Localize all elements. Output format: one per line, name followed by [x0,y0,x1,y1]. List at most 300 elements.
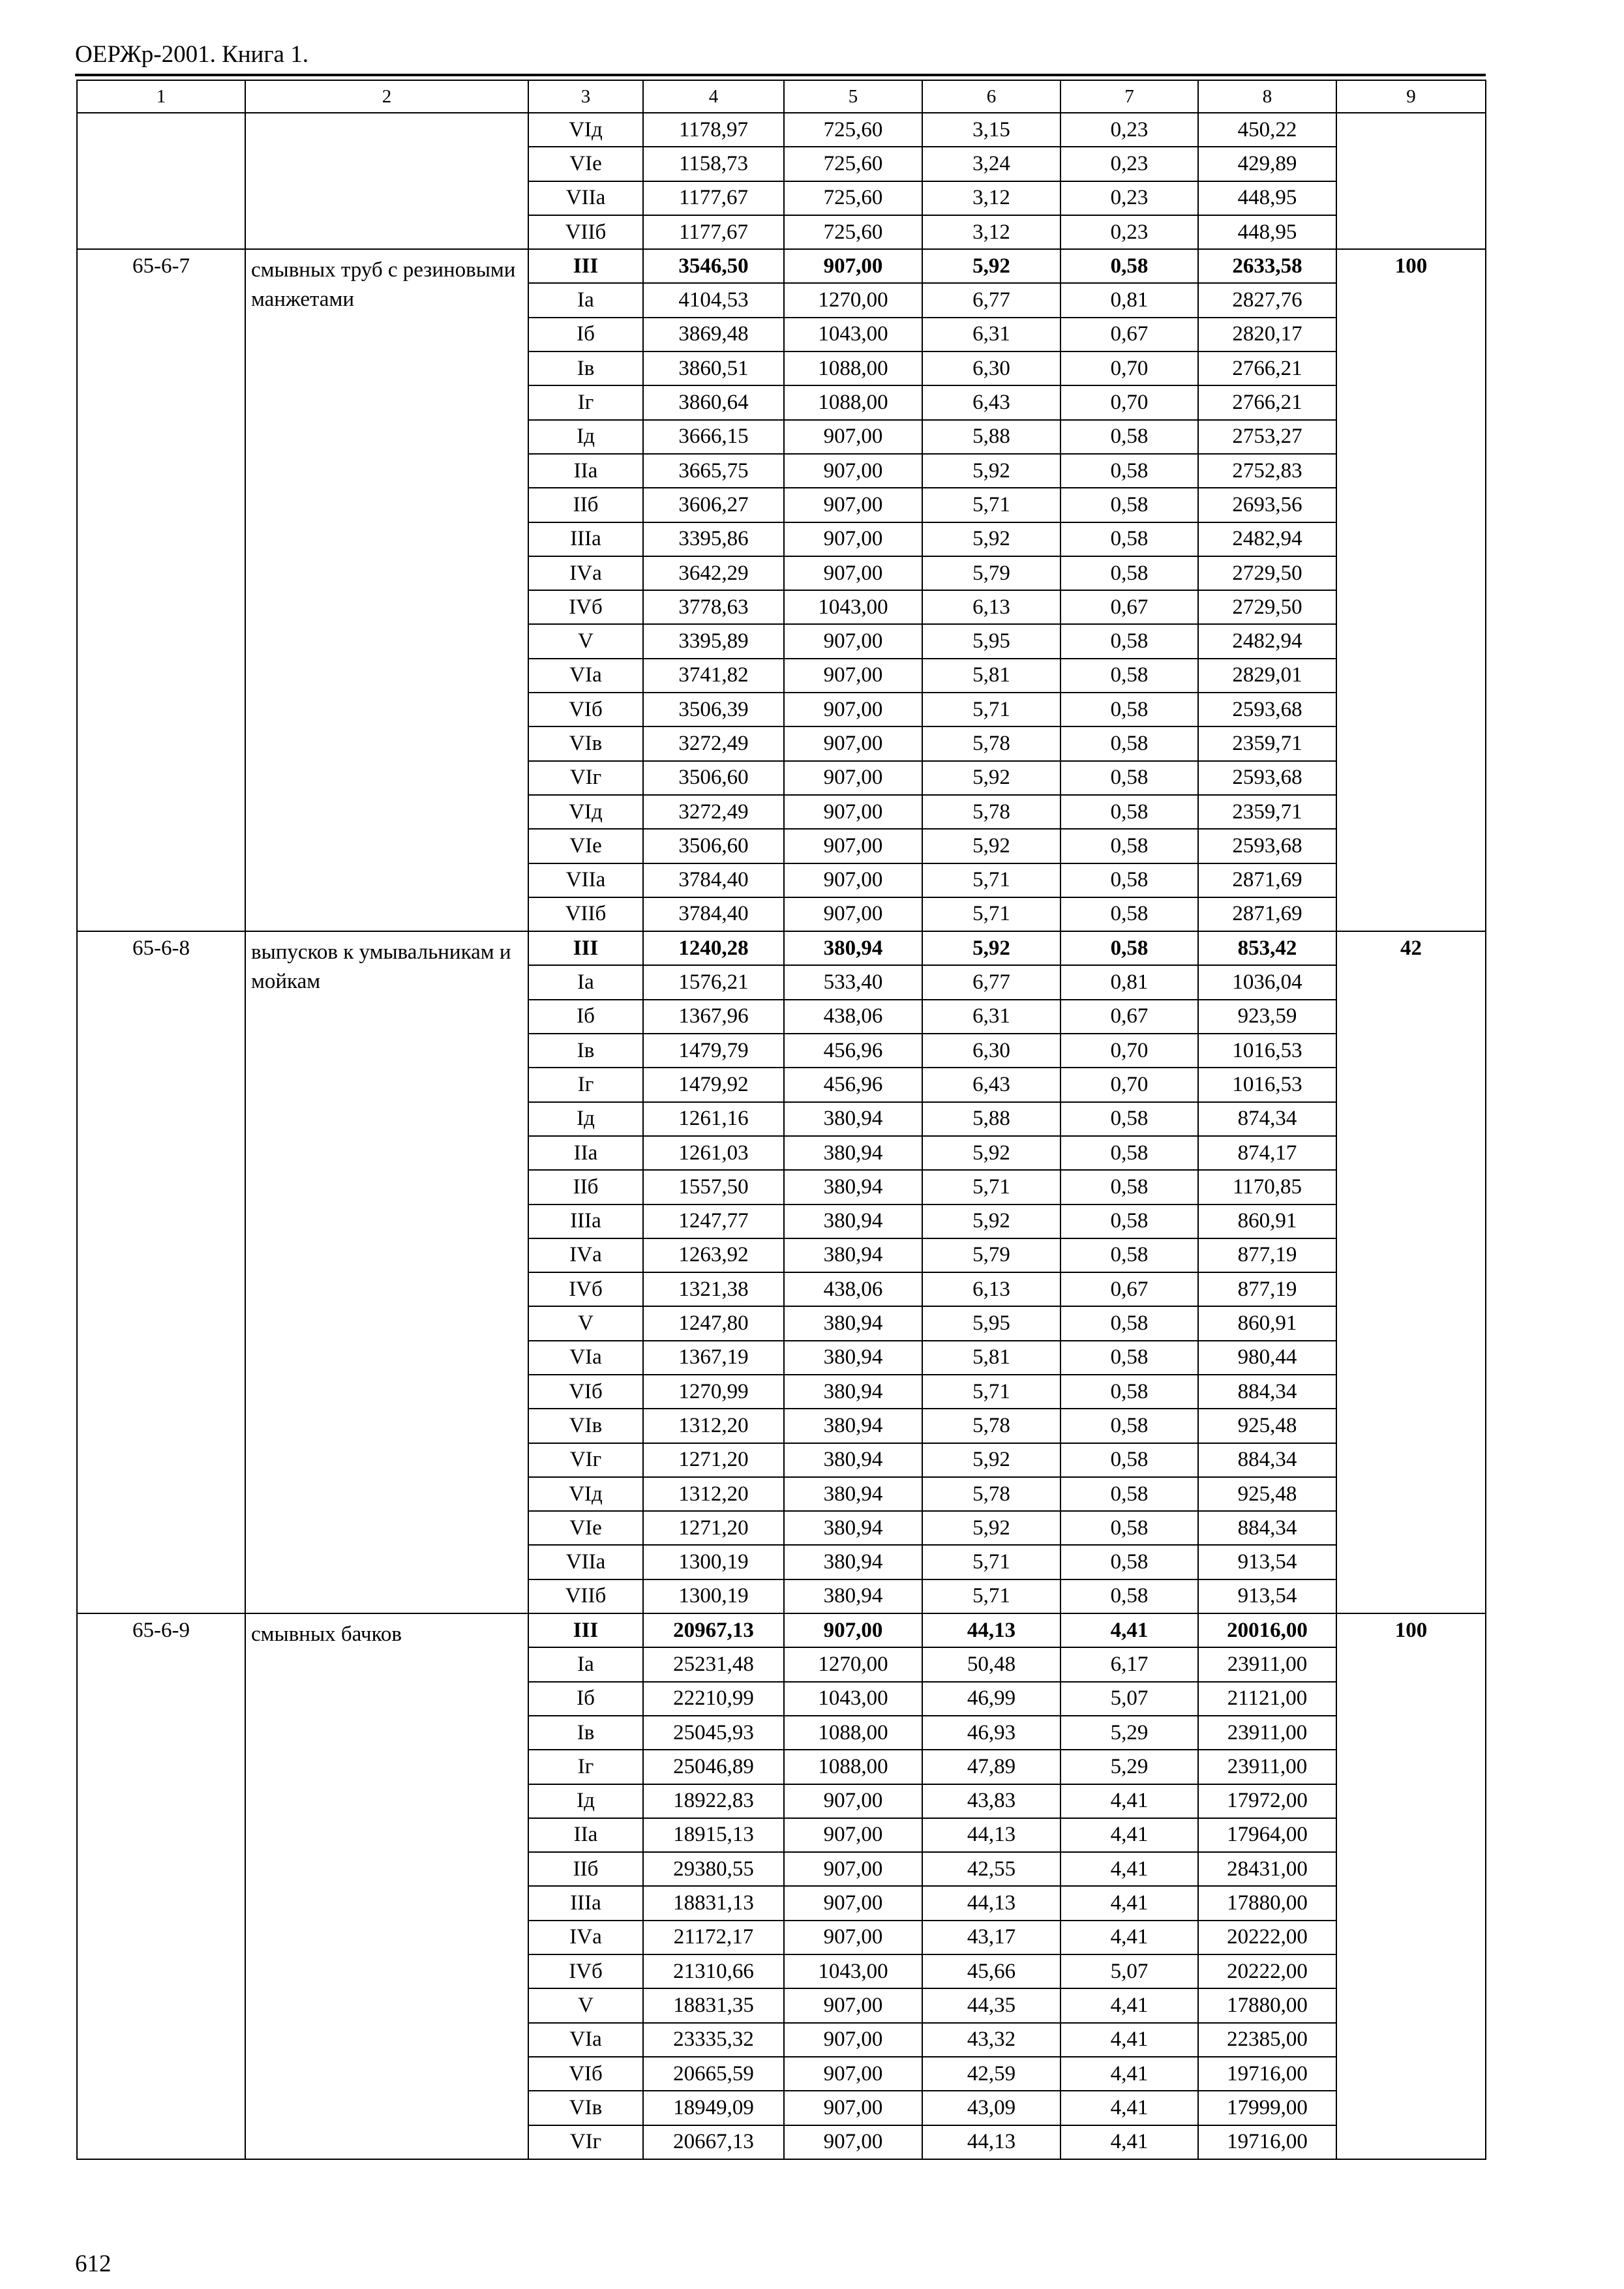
region-code-cell: IVб [528,1954,643,1988]
material-costs-cell: 2871,69 [1198,863,1336,897]
labor-wages-cell: 907,00 [784,761,922,795]
material-costs-cell: 1016,53 [1198,1068,1336,1101]
direct-costs-cell: 3506,60 [643,761,784,795]
region-code-cell: V [528,624,643,658]
region-code-cell: VIе [528,1511,643,1545]
material-costs-cell: 20016,00 [1198,1613,1336,1647]
direct-costs-cell: 1271,20 [643,1443,784,1477]
column-number-row [77,80,1486,113]
labor-wages-cell: 725,60 [784,181,922,215]
machine-costs-cell: 5,92 [922,454,1060,488]
material-costs-cell: 21121,00 [1198,1682,1336,1716]
machine-costs-cell: 5,92 [922,1511,1060,1545]
material-costs-cell: 2359,71 [1198,726,1336,760]
direct-costs-cell: 3778,63 [643,590,784,624]
labor-wages-cell: 533,40 [784,965,922,999]
region-code-cell: VIа [528,659,643,693]
machine-costs-cell: 5,92 [922,522,1060,556]
work-description [245,113,528,249]
region-code-cell: IIб [528,1852,643,1886]
machine-costs-cell: 6,77 [922,283,1060,317]
region-code-cell: IVб [528,1272,643,1306]
region-code-cell: IIа [528,454,643,488]
machine-costs-cell: 6,31 [922,318,1060,352]
direct-costs-cell: 20665,59 [643,2057,784,2091]
machine-costs-cell: 43,09 [922,2091,1060,2125]
labor-wages-cell: 725,60 [784,113,922,147]
machine-costs-cell: 5,71 [922,693,1060,726]
operator-wages-cell: 0,58 [1060,1511,1198,1545]
region-code-cell: VIг [528,761,643,795]
labor-wages-cell: 1088,00 [784,1750,922,1784]
labor-wages-cell: 380,94 [784,1341,922,1375]
operator-wages-cell: 4,41 [1060,1886,1198,1920]
region-code-cell: IVб [528,590,643,624]
labor-wages-cell: 380,94 [784,1306,922,1340]
region-code-cell: IIIа [528,1204,643,1238]
machine-costs-cell: 5,78 [922,1409,1060,1443]
machine-costs-cell: 6,43 [922,1068,1060,1101]
operator-wages-cell: 0,58 [1060,522,1198,556]
material-costs-cell: 20222,00 [1198,1921,1336,1954]
region-code-cell: IVа [528,1921,643,1954]
operator-wages-cell: 0,58 [1060,1238,1198,1272]
machine-costs-cell: 6,77 [922,965,1060,999]
material-costs-cell: 17880,00 [1198,1886,1336,1920]
direct-costs-cell: 1367,19 [643,1341,784,1375]
direct-costs-cell: 25046,89 [643,1750,784,1784]
region-code-cell: VIд [528,1477,643,1511]
column-number: 1 [77,80,245,113]
direct-costs-cell: 1261,03 [643,1136,784,1170]
operator-wages-cell: 0,58 [1060,1443,1198,1477]
operator-wages-cell: 0,58 [1060,488,1198,522]
operator-wages-cell: 0,58 [1060,1477,1198,1511]
region-code-cell: Iв [528,1034,643,1068]
machine-costs-cell: 5,92 [922,1443,1060,1477]
operator-wages-cell: 0,70 [1060,352,1198,385]
region-code-cell: Iд [528,1784,643,1818]
labor-wages-cell: 907,00 [784,1886,922,1920]
direct-costs-cell: 3665,75 [643,454,784,488]
region-code-cell: VIг [528,1443,643,1477]
material-costs-cell: 2693,56 [1198,488,1336,522]
operator-wages-cell: 6,17 [1060,1647,1198,1681]
material-costs-cell: 925,48 [1198,1477,1336,1511]
table-row [77,1613,1486,1647]
direct-costs-cell: 1177,67 [643,181,784,215]
region-code-cell: III [528,931,643,965]
material-costs-cell: 2752,83 [1198,454,1336,488]
material-costs-cell: 1036,04 [1198,965,1336,999]
column-number: 9 [1336,80,1486,113]
operator-wages-cell: 0,58 [1060,1579,1198,1613]
operator-wages-cell: 0,70 [1060,1034,1198,1068]
operator-wages-cell: 0,23 [1060,215,1198,249]
region-code-cell: Iб [528,1000,643,1034]
direct-costs-cell: 3860,51 [643,352,784,385]
region-code-cell: IIб [528,488,643,522]
material-costs-cell: 2729,50 [1198,590,1336,624]
region-code-cell: VIг [528,2125,643,2159]
material-costs-cell: 2729,50 [1198,556,1336,590]
operator-wages-cell: 4,41 [1060,1921,1198,1954]
machine-costs-cell: 5,92 [922,761,1060,795]
region-code-cell: VIIб [528,897,643,931]
operator-wages-cell: 0,58 [1060,659,1198,693]
region-code-cell: IIIа [528,1886,643,1920]
labor-wages-cell: 907,00 [784,522,922,556]
operator-wages-cell: 0,58 [1060,795,1198,829]
labor-wages-cell: 1043,00 [784,590,922,624]
labor-wages-cell: 380,94 [784,1375,922,1409]
operator-wages-cell: 0,67 [1060,590,1198,624]
operator-wages-cell: 4,41 [1060,1818,1198,1852]
table-row [77,931,1486,965]
material-costs-cell: 22385,00 [1198,2023,1336,2057]
direct-costs-cell: 3869,48 [643,318,784,352]
labor-wages-cell: 907,00 [784,2057,922,2091]
direct-costs-cell: 18915,13 [643,1818,784,1852]
machine-costs-cell: 47,89 [922,1750,1060,1784]
column-number: 5 [784,80,922,113]
material-costs-cell: 2482,94 [1198,624,1336,658]
direct-costs-cell: 20667,13 [643,2125,784,2159]
column-number: 7 [1060,80,1198,113]
material-costs-cell: 923,59 [1198,1000,1336,1034]
operator-wages-cell: 0,58 [1060,556,1198,590]
material-costs-cell: 19716,00 [1198,2125,1336,2159]
direct-costs-cell: 21310,66 [643,1954,784,1988]
material-costs-cell: 913,54 [1198,1545,1336,1579]
material-costs-cell: 980,44 [1198,1341,1336,1375]
material-costs-cell: 2593,68 [1198,761,1336,795]
labor-wages-cell: 907,00 [784,2023,922,2057]
machine-costs-cell: 43,17 [922,1921,1060,1954]
machine-costs-cell: 5,88 [922,420,1060,454]
material-costs-cell: 884,34 [1198,1375,1336,1409]
material-costs-cell: 23911,00 [1198,1647,1336,1681]
labor-wages-cell: 380,94 [784,931,922,965]
operator-wages-cell: 0,58 [1060,624,1198,658]
machine-costs-cell: 44,13 [922,1613,1060,1647]
machine-costs-cell: 5,71 [922,1579,1060,1613]
machine-costs-cell: 5,78 [922,1477,1060,1511]
region-code-cell: VIв [528,2091,643,2125]
labor-wages-cell: 456,96 [784,1034,922,1068]
labor-wages-cell: 380,94 [784,1409,922,1443]
direct-costs-cell: 1479,79 [643,1034,784,1068]
region-code-cell: VIб [528,2057,643,2091]
direct-costs-cell: 18831,35 [643,1988,784,2022]
direct-costs-cell: 3506,60 [643,829,784,863]
operator-wages-cell: 0,67 [1060,1000,1198,1034]
region-code-cell: VIд [528,113,643,147]
machine-costs-cell: 44,13 [922,2125,1060,2159]
material-costs-cell: 17880,00 [1198,1988,1336,2022]
region-code-cell: V [528,1988,643,2022]
machine-costs-cell: 5,71 [922,1545,1060,1579]
material-costs-cell: 2871,69 [1198,897,1336,931]
direct-costs-cell: 1240,28 [643,931,784,965]
operator-wages-cell: 0,23 [1060,181,1198,215]
operator-wages-cell: 0,58 [1060,897,1198,931]
labor-wages-cell: 907,00 [784,693,922,726]
operator-wages-cell: 5,29 [1060,1750,1198,1784]
direct-costs-cell: 20967,13 [643,1613,784,1647]
direct-costs-cell: 3395,86 [643,522,784,556]
operator-wages-cell: 0,81 [1060,283,1198,317]
machine-costs-cell: 46,93 [922,1716,1060,1750]
rate-code: 65-6-7 [77,249,245,931]
labor-wages-cell: 380,94 [784,1579,922,1613]
labor-wages-cell: 438,06 [784,1000,922,1034]
direct-costs-cell: 3395,89 [643,624,784,658]
material-costs-cell: 877,19 [1198,1272,1336,1306]
machine-costs-cell: 5,79 [922,1238,1060,1272]
region-code-cell: VIб [528,693,643,726]
direct-costs-cell: 1321,38 [643,1272,784,1306]
machine-costs-cell: 5,95 [922,1306,1060,1340]
labor-wages-cell: 907,00 [784,1784,922,1818]
direct-costs-cell: 22210,99 [643,1682,784,1716]
material-costs-cell: 450,22 [1198,113,1336,147]
column-number: 3 [528,80,643,113]
operator-wages-cell: 0,70 [1060,385,1198,419]
material-costs-cell: 1170,85 [1198,1170,1336,1204]
labor-wages-cell: 907,00 [784,2091,922,2125]
material-costs-cell: 23911,00 [1198,1750,1336,1784]
operator-wages-cell: 0,23 [1060,147,1198,181]
operator-wages-cell: 0,67 [1060,318,1198,352]
region-code-cell: IIа [528,1818,643,1852]
material-costs-cell: 2593,68 [1198,829,1336,863]
direct-costs-cell: 4104,53 [643,283,784,317]
region-code-cell: VIIа [528,181,643,215]
direct-costs-cell: 1479,92 [643,1068,784,1101]
operator-wages-cell: 0,58 [1060,761,1198,795]
share-value: 100 [1336,1613,1486,2159]
machine-costs-cell: 5,71 [922,1170,1060,1204]
labor-wages-cell: 380,94 [784,1477,922,1511]
direct-costs-cell: 23335,32 [643,2023,784,2057]
column-number: 8 [1198,80,1336,113]
material-costs-cell: 28431,00 [1198,1852,1336,1886]
machine-costs-cell: 5,71 [922,897,1060,931]
labor-wages-cell: 380,94 [784,1170,922,1204]
region-code-cell: Iд [528,420,643,454]
direct-costs-cell: 1300,19 [643,1545,784,1579]
machine-costs-cell: 42,55 [922,1852,1060,1886]
machine-costs-cell: 5,88 [922,1102,1060,1136]
direct-costs-cell: 21172,17 [643,1921,784,1954]
machine-costs-cell: 3,24 [922,147,1060,181]
labor-wages-cell: 907,00 [784,624,922,658]
material-costs-cell: 448,95 [1198,181,1336,215]
operator-wages-cell: 0,58 [1060,1341,1198,1375]
material-costs-cell: 913,54 [1198,1579,1336,1613]
region-code-cell: Iг [528,1750,643,1784]
machine-costs-cell: 6,13 [922,590,1060,624]
table-body [77,80,1486,2159]
material-costs-cell: 2593,68 [1198,693,1336,726]
labor-wages-cell: 907,00 [784,1613,922,1647]
material-costs-cell: 877,19 [1198,1238,1336,1272]
machine-costs-cell: 5,92 [922,829,1060,863]
region-code-cell: III [528,249,643,283]
region-code-cell: Iа [528,1647,643,1681]
material-costs-cell: 17964,00 [1198,1818,1336,1852]
operator-wages-cell: 4,41 [1060,2125,1198,2159]
labor-wages-cell: 380,94 [784,1545,922,1579]
region-code-cell: Iг [528,1068,643,1101]
operator-wages-cell: 0,58 [1060,1136,1198,1170]
machine-costs-cell: 3,15 [922,113,1060,147]
region-code-cell: VIа [528,2023,643,2057]
operator-wages-cell: 0,58 [1060,1102,1198,1136]
machine-costs-cell: 44,35 [922,1988,1060,2022]
direct-costs-cell: 1177,67 [643,215,784,249]
machine-costs-cell: 50,48 [922,1647,1060,1681]
operator-wages-cell: 0,58 [1060,693,1198,726]
region-code-cell: VIIб [528,1579,643,1613]
operator-wages-cell: 0,58 [1060,726,1198,760]
region-code-cell: VIIб [528,215,643,249]
direct-costs-cell: 1367,96 [643,1000,784,1034]
work-description: смывных труб с резиновыми манжетами [245,249,528,931]
operator-wages-cell: 4,41 [1060,2023,1198,2057]
operator-wages-cell: 0,58 [1060,1170,1198,1204]
work-description: смывных бачков [245,1613,528,2159]
page-number: 612 [75,2251,112,2277]
direct-costs-cell: 3642,29 [643,556,784,590]
region-code-cell: VIб [528,1375,643,1409]
material-costs-cell: 429,89 [1198,147,1336,181]
material-costs-cell: 2820,17 [1198,318,1336,352]
direct-costs-cell: 1576,21 [643,965,784,999]
labor-wages-cell: 907,00 [784,1818,922,1852]
page-header-title: ОЕРЖр-2001. Книга 1. [75,41,308,68]
material-costs-cell: 860,91 [1198,1306,1336,1340]
labor-wages-cell: 907,00 [784,726,922,760]
operator-wages-cell: 0,70 [1060,1068,1198,1101]
direct-costs-cell: 3666,15 [643,420,784,454]
direct-costs-cell: 18922,83 [643,1784,784,1818]
region-code-cell: VIIа [528,1545,643,1579]
share-value [1336,113,1486,249]
machine-costs-cell: 6,31 [922,1000,1060,1034]
table-row [77,249,1486,283]
labor-wages-cell: 907,00 [784,2125,922,2159]
operator-wages-cell: 5,07 [1060,1954,1198,1988]
material-costs-cell: 20222,00 [1198,1954,1336,1988]
machine-costs-cell: 5,95 [922,624,1060,658]
operator-wages-cell: 0,58 [1060,1204,1198,1238]
material-costs-cell: 860,91 [1198,1204,1336,1238]
region-code-cell: Iв [528,352,643,385]
operator-wages-cell: 0,58 [1060,1306,1198,1340]
operator-wages-cell: 0,58 [1060,1545,1198,1579]
operator-wages-cell: 4,41 [1060,1784,1198,1818]
material-costs-cell: 2359,71 [1198,795,1336,829]
direct-costs-cell: 1178,97 [643,113,784,147]
direct-costs-cell: 3606,27 [643,488,784,522]
direct-costs-cell: 25231,48 [643,1647,784,1681]
region-code-cell: Iа [528,965,643,999]
rates-table [76,80,1486,2160]
column-number: 6 [922,80,1060,113]
machine-costs-cell: 5,81 [922,659,1060,693]
labor-wages-cell: 907,00 [784,420,922,454]
direct-costs-cell: 1263,92 [643,1238,784,1272]
operator-wages-cell: 4,41 [1060,1613,1198,1647]
machine-costs-cell: 5,78 [922,726,1060,760]
machine-costs-cell: 5,92 [922,931,1060,965]
region-code-cell: Iб [528,318,643,352]
region-code-cell: VIв [528,726,643,760]
region-code-cell: IIIа [528,522,643,556]
operator-wages-cell: 0,81 [1060,965,1198,999]
machine-costs-cell: 45,66 [922,1954,1060,1988]
operator-wages-cell: 5,29 [1060,1716,1198,1750]
region-code-cell: V [528,1306,643,1340]
direct-costs-cell: 1247,80 [643,1306,784,1340]
region-code-cell: Iб [528,1682,643,1716]
direct-costs-cell: 3784,40 [643,863,784,897]
material-costs-cell: 1016,53 [1198,1034,1336,1068]
operator-wages-cell: 0,58 [1060,420,1198,454]
machine-costs-cell: 5,92 [922,1204,1060,1238]
labor-wages-cell: 907,00 [784,863,922,897]
machine-costs-cell: 5,81 [922,1341,1060,1375]
labor-wages-cell: 1270,00 [784,283,922,317]
labor-wages-cell: 1270,00 [784,1647,922,1681]
operator-wages-cell: 0,58 [1060,863,1198,897]
region-code-cell: VIа [528,1341,643,1375]
material-costs-cell: 2766,21 [1198,385,1336,419]
machine-costs-cell: 43,32 [922,2023,1060,2057]
machine-costs-cell: 44,13 [922,1818,1060,1852]
labor-wages-cell: 907,00 [784,829,922,863]
direct-costs-cell: 1312,20 [643,1409,784,1443]
machine-costs-cell: 6,30 [922,1034,1060,1068]
machine-costs-cell: 44,13 [922,1886,1060,1920]
direct-costs-cell: 3546,50 [643,249,784,283]
labor-wages-cell: 1043,00 [784,318,922,352]
labor-wages-cell: 907,00 [784,897,922,931]
labor-wages-cell: 907,00 [784,556,922,590]
material-costs-cell: 874,17 [1198,1136,1336,1170]
machine-costs-cell: 5,78 [922,795,1060,829]
labor-wages-cell: 907,00 [784,1921,922,1954]
column-number: 2 [245,80,528,113]
region-code-cell: IVа [528,556,643,590]
direct-costs-cell: 1261,16 [643,1102,784,1136]
operator-wages-cell: 0,67 [1060,1272,1198,1306]
direct-costs-cell: 1312,20 [643,1477,784,1511]
operator-wages-cell: 0,58 [1060,454,1198,488]
labor-wages-cell: 380,94 [784,1102,922,1136]
material-costs-cell: 2829,01 [1198,659,1336,693]
machine-costs-cell: 5,92 [922,1136,1060,1170]
labor-wages-cell: 380,94 [784,1511,922,1545]
direct-costs-cell: 1557,50 [643,1170,784,1204]
labor-wages-cell: 725,60 [784,215,922,249]
material-costs-cell: 874,34 [1198,1102,1336,1136]
region-code-cell: IVа [528,1238,643,1272]
operator-wages-cell: 0,58 [1060,249,1198,283]
region-code-cell: III [528,1613,643,1647]
